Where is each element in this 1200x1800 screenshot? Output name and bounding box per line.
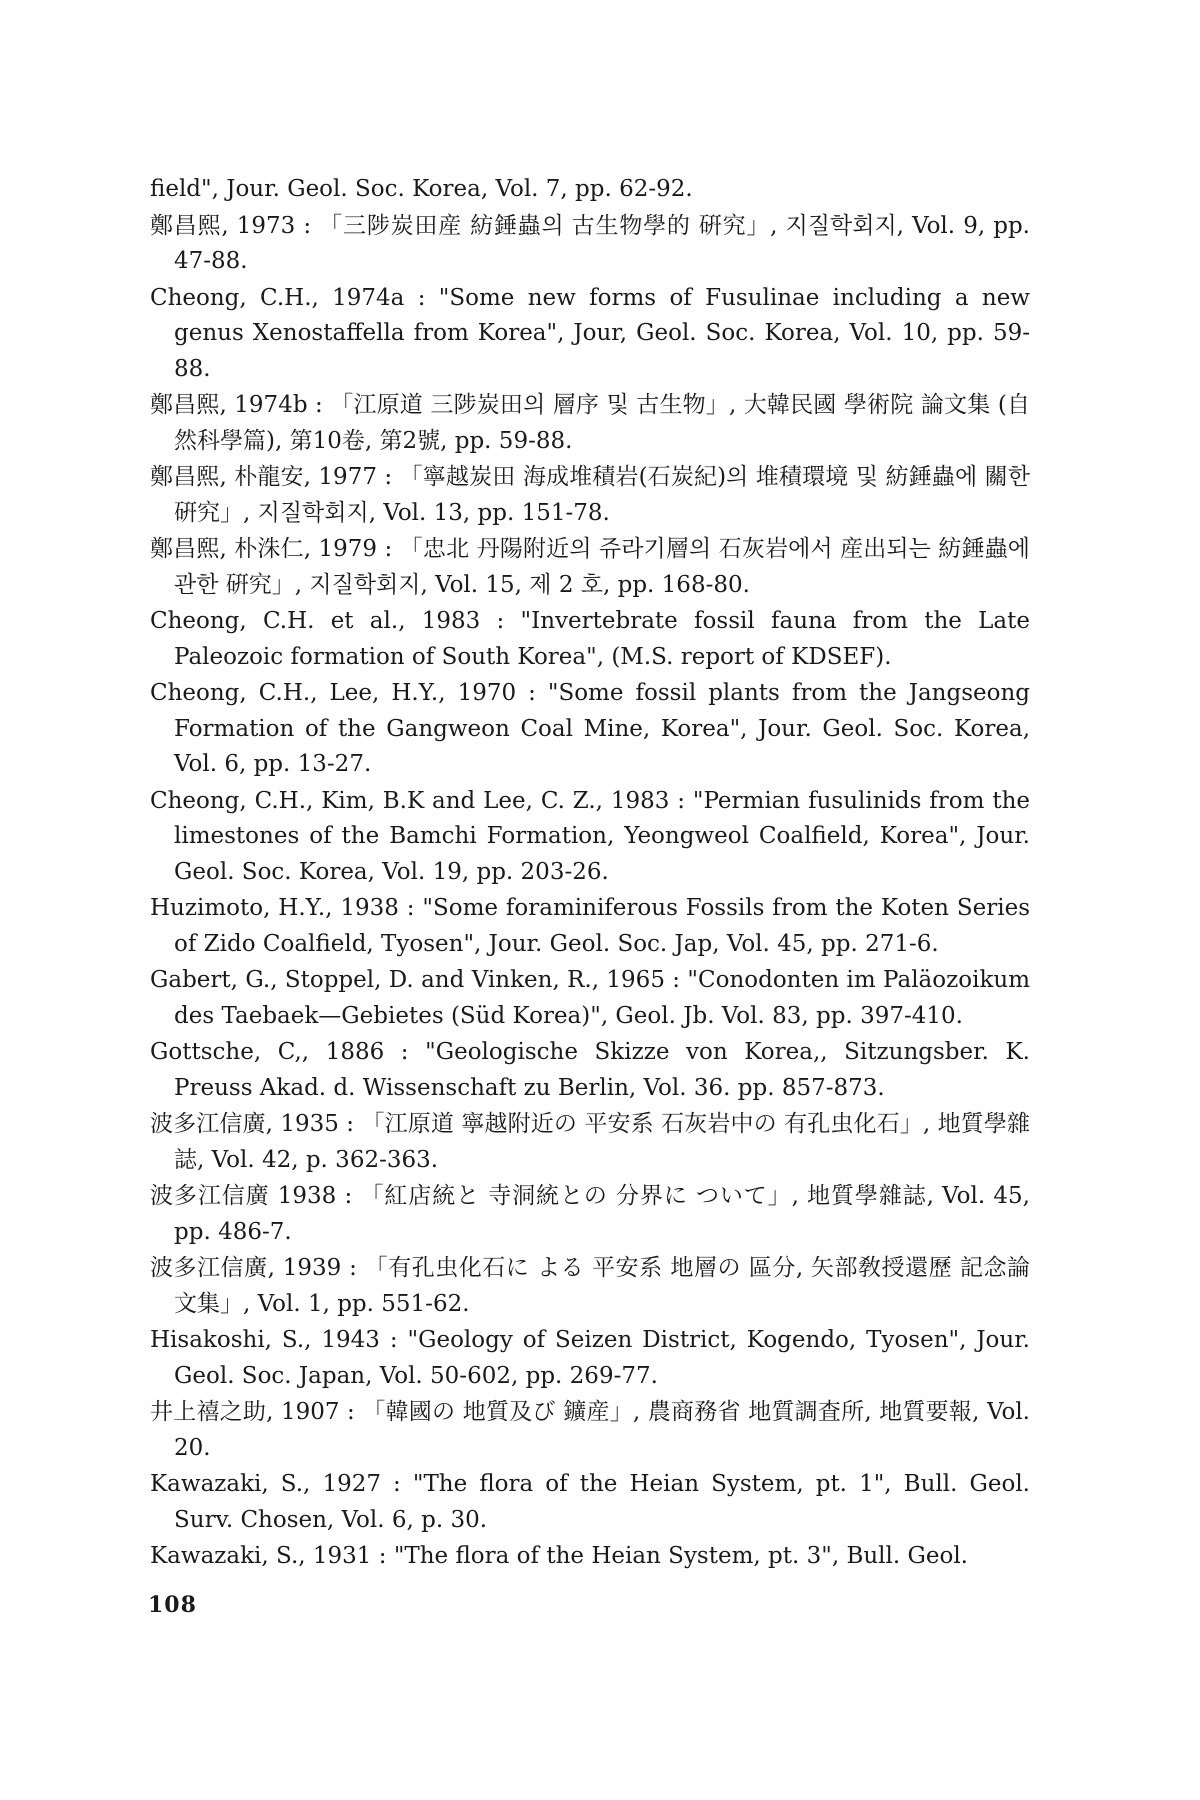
reference-list xyxy=(150,172,1030,1576)
reference-entry: Kawazaki, S., 1931 : "The flora of the Heian System, pt. 3", Bull. Geol. xyxy=(150,1543,968,1569)
reference-entry: 波多江信廣 1938 : 「紅店統と 寺洞統との 分界に ついて」, 地質學雜誌, Vol. 45, pp. 486-7. xyxy=(150,1183,1030,1245)
reference-entry: Gabert, G., Stoppel, D. and Vinken, R., 1965 : "Conodonten im Paläozoikum des Taebaek—Gebietes (Süd Korea)", Geol. Jb. Vol. 83, pp. 397-410. xyxy=(150,967,1030,1029)
reference-entry: 井上禧之助, 1907 : 「韓國の 地質及び 鑛産」, 農商務省 地質調査所, 地質要報, Vol. 20. xyxy=(150,1399,1030,1461)
reference-entry: Kawazaki, S., 1927 : "The flora of the Heian System, pt. 1", Bull. Geol. Surv. Chosen, Vol. 6, p. 30. xyxy=(150,1471,1030,1533)
reference-entry: Hisakoshi, S., 1943 : "Geology of Seizen District, Kogendo, Tyosen", Jour. Geol. Soc. Japan, Vol. 50-602, pp. 269-77. xyxy=(150,1327,1030,1389)
page-number: 108 xyxy=(148,1592,197,1618)
reference-entry: 鄭昌熙, 朴洙仁, 1979 : 「忠北 丹陽附近의 쥬라기層의 石灰岩에서 産出되는 紡錘蟲에 관한 硏究」, 지질학회지, Vol. 15, 제 2 호, pp. 168-80. xyxy=(150,536,1030,598)
reference-entry: 波多江信廣, 1935 : 「江原道 寧越附近の 平安系 石灰岩中の 有孔虫化石」, 地質學雜誌, Vol. 42, p. 362-363. xyxy=(150,1111,1030,1173)
reference-entry: 鄭昌熙, 1973 : 「三陟炭田産 紡錘蟲의 古生物學的 硏究」, 지질학회지, Vol. 9, pp. 47-88. xyxy=(150,212,1030,274)
reference-entry: field", Jour. Geol. Soc. Korea, Vol. 7, pp. 62-92. xyxy=(150,176,693,202)
reference-entry: 鄭昌熙, 1974b : 「江原道 三陟炭田의 層序 및 古生物」, 大韓民國 學術院 論文集 (自然科學篇), 第10卷, 第2號, pp. 59-88. xyxy=(150,392,1030,454)
reference-entry: Huzimoto, H.Y., 1938 : "Some foraminiferous Fossils from the Koten Series of Zido Coalfield, Tyosen", Jour. Geol. Soc. Jap, Vol. 45, pp. 271-6. xyxy=(150,895,1030,957)
reference-entry: Gottsche, C,, 1886 : "Geologische Skizze von Korea,, Sitzungsber. K. Preuss Akad. d. Wissenschaft zu Berlin, Vol. 36. pp. 857-873. xyxy=(150,1039,1030,1101)
reference-entry: Cheong, C.H., 1974a : "Some new forms of Fusulinae including a new genus Xenostaffella from Korea", Jour, Geol. Soc. Korea, Vol. 10, pp. 59-88. xyxy=(150,284,1030,382)
reference-entry: Cheong, C.H. et al., 1983 : "Invertebrate fossil fauna from the Late Paleozoic formation of South Korea", (M.S. report of KDSEF). xyxy=(150,608,1030,670)
reference-entry: Cheong, C.H., Kim, B.K and Lee, C. Z., 1983 : "Permian fusulinids from the limestones of the Bamchi Formation, Yeongweol Coalfield, Korea", Jour. Geol. Soc. Korea, Vol. 19, pp. 203-26. xyxy=(150,787,1030,885)
reference-entry: 鄭昌熙, 朴龍安, 1977 : 「寧越炭田 海成堆積岩(石炭紀)의 堆積環境 및 紡錘蟲에 關한 硏究」, 지질학회지, Vol. 13, pp. 151-78. xyxy=(150,464,1030,526)
reference-entry: Cheong, C.H., Lee, H.Y., 1970 : "Some fossil plants from the Jangseong Formation of the Gangweon Coal Mine, Korea", Jour. Geol. Soc. Korea, Vol. 6, pp. 13-27. xyxy=(150,680,1030,777)
reference-entry: 波多江信廣, 1939 : 「有孔虫化石に よる 平安系 地層の 區分, 矢部敎授還歷 記念論文集」, Vol. 1, pp. 551-62. xyxy=(150,1255,1030,1317)
